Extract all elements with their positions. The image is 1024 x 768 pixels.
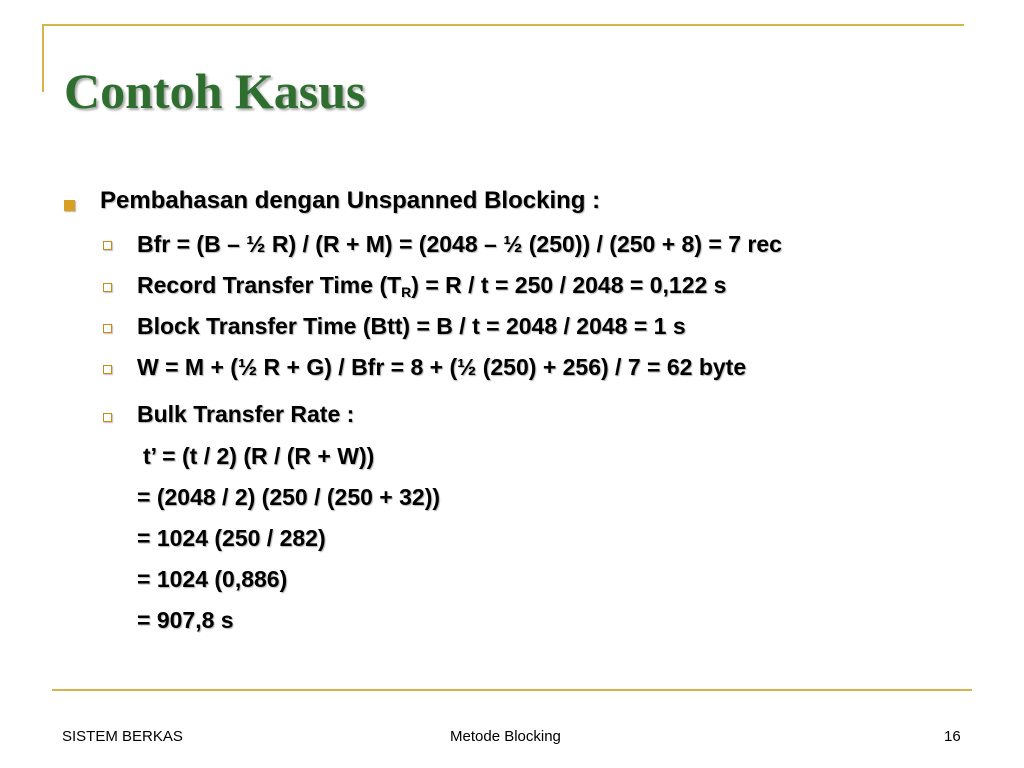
bfr-item: Bfr = (B – ½ R) / (R + M) = (2048 – ½ (250)) / (250 + 8) = 7 rec [137, 231, 782, 257]
formula-line: = 907,8 s [137, 607, 234, 633]
formula-line: t’ = (t / 2) (R / (R + W)) [143, 443, 375, 469]
hollow-square-bullet-icon [103, 365, 112, 374]
top-border-line [42, 24, 964, 26]
hollow-square-bullet-icon [103, 324, 112, 333]
w-item: W = M + (½ R + G) / Bfr = 8 + (½ (250) + 256) / 7 = 62 byte [137, 354, 747, 380]
record-transfer-time-item [137, 272, 726, 300]
block-transfer-time-item: Block Transfer Time (Btt) = B / t = 2048 / 2048 = 1 s [137, 313, 686, 339]
hollow-square-bullet-icon [103, 241, 112, 250]
hollow-square-bullet-icon [103, 413, 112, 422]
formula-line: = (2048 / 2) (250 / (250 + 32)) [137, 484, 441, 510]
record-transfer-time-subscript: R [401, 284, 412, 300]
record-transfer-time-text: Record Transfer Time (T [137, 272, 402, 298]
record-transfer-time-formula: ) = R / t = 250 / 2048 = 0,122 s [411, 272, 727, 298]
footer-divider [52, 689, 972, 691]
formula-line: = 1024 (0,886) [137, 566, 288, 592]
slide-title: Contoh Kasus [64, 63, 366, 119]
footer-page-number: 16 [944, 728, 961, 745]
square-bullet-icon [64, 200, 75, 211]
left-border-line [42, 24, 44, 92]
footer-topic: Metode Blocking [450, 728, 561, 745]
footer-course-name: SISTEM BERKAS [62, 728, 183, 745]
level1-bullet-text: Pembahasan dengan Unspanned Blocking : [100, 187, 601, 214]
hollow-square-bullet-icon [103, 283, 112, 292]
formula-line: = 1024 (250 / 282) [137, 525, 326, 551]
bulk-transfer-rate-item: Bulk Transfer Rate : [137, 401, 355, 427]
